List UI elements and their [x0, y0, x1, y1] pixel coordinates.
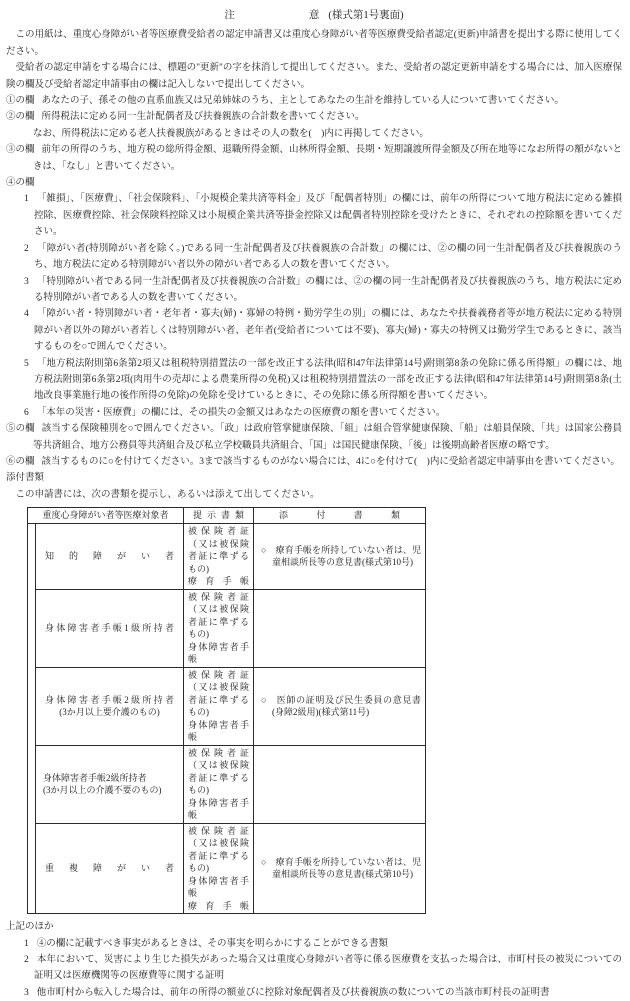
- column-4-item-2: [6, 241, 622, 274]
- note-column-2: [6, 109, 622, 125]
- attachments-intro: この申請書には、次の書類を提示し、あるいは添えて出してください。: [15, 489, 320, 500]
- note-column-6: [6, 454, 622, 470]
- title-chu: 注: [224, 10, 235, 21]
- item-text: 「本年の災害・医療費」の欄には、その損失の金額又はあなたの医療費の額を書いてください。: [36, 407, 446, 418]
- row-group-cell: [28, 524, 36, 914]
- item-text: 他市町村から転入した場合は、前年の所得の額並びに控除対象配偶者及び扶養親族の数についての当該市町村長の証明書: [36, 987, 550, 998]
- additional-section: [6, 919, 622, 1001]
- column-4-item-3: [6, 274, 622, 307]
- target-cell: 身体障害者手帳2級所持者 (3か月以上要介護のもの): [36, 667, 184, 745]
- target-cell: 身体障害者手帳2級所持者 (3か月以上の介護不要のもの): [36, 745, 184, 823]
- header-attachments: 添付書類: [254, 508, 426, 524]
- documents-cell: 被保険者証（又は被保険者証に準ずるもの) 身体障害者手帳: [184, 745, 254, 823]
- table-header-row: [28, 508, 426, 524]
- intro-paragraph-2: 受給者の認定申請をする場合には、標題の"更新"の字を抹消して提出してください。また、受給者の認定更新申請をする場合には、加入医療保険の欄及び受給者認定申請事由の欄は記入しないで提出してください。: [6, 63, 622, 90]
- column-4-item-4: [6, 306, 622, 355]
- page-title: [6, 8, 622, 24]
- table-row: [28, 745, 426, 823]
- table-row: [28, 823, 426, 914]
- item-number: 6: [24, 407, 29, 418]
- additional-item-3: [6, 985, 622, 1001]
- documents-cell: 被保険者証（又は被保険者証に準ずるもの) 療育手帳: [184, 524, 254, 590]
- target-cell: 身体障害者手帳1級所持者: [36, 589, 184, 667]
- item-number: 2: [24, 243, 29, 254]
- item-number: 3: [24, 276, 29, 287]
- intro-paragraph-1: この用紙は、重度心身障がい者等医療費受給者の認定申請書又は重度心身障がい者等医療費受給者認定(更新)申請書を提出する際に使用してください。: [6, 30, 622, 57]
- item-number: 1: [24, 938, 29, 949]
- additional-heading: 上記のほか: [6, 922, 54, 933]
- note-column-2-label: ②の欄: [6, 112, 35, 123]
- attachments-heading: 添付書類: [6, 473, 45, 484]
- attachments-table: [27, 507, 426, 914]
- target-cell: 知的障がい者: [36, 524, 184, 590]
- attachment-cell: ○ 療育手帳を所持していない者は、児童相談所長等の意見書(様式第10号): [254, 823, 426, 914]
- item-text: 「特別障がい者である同一生計配偶者及び扶養親族の合計数」の欄には、②の欄の同一生計配偶者及び扶養親族のうち、地方税法に定める特別障がい者である人の数を書いてください。: [34, 276, 622, 303]
- header-documents: 提示書類: [184, 508, 254, 524]
- item-text: 「雑損」、「医療費」、「社会保険料」、「小規模企業共済等料金」及び「配偶者特別」の欄には、前年の所得について地方税法に定める雑損控除、医療費控除、社会保険料控除又は小規模企業共済等掛金控除又は配偶者特別控除を受けたときに、それぞれの控除額を書いてください。: [34, 194, 622, 238]
- attachment-cell: [254, 589, 426, 667]
- note-column-4-label: ④の欄: [6, 178, 35, 189]
- note-column-1-text: あなたの子、孫その他の直系血族又は兄弟姉妹のうち、主としてあなたの生計を維持している人について書いてください。: [41, 96, 564, 107]
- table-row: [28, 667, 426, 745]
- item-text: 「障がい者・特別障がい者・老年者・寡夫(婦)・寡婦の特例・勤労学生の別」の欄には、あなたや扶養義務者等が地方税法に定める特別障がい者以外の障がい者若しくは特別障がい者、老年者(受給者については不要)、寡夫(婦)・寡夫の特例又は勤労学生であるときに、該当するものを○で囲んでください。: [34, 309, 622, 353]
- documents-cell: 被保険者証（又は被保険者証に準ずるもの) 身体障害者手帳: [184, 589, 254, 667]
- documents-cell: 被保険者証（又は被保険者証に準ずるもの) 身体障害者手帳 療育手帳: [184, 823, 254, 914]
- note-column-3-label: ③の欄: [6, 145, 35, 156]
- table-row: [28, 589, 426, 667]
- note-column-2-text: 所得税法に定める同一生計配偶者及び扶養親族の合計数を書いてください。: [41, 112, 365, 123]
- note-column-5-label: ⑤の欄: [6, 424, 35, 435]
- item-text: 「障がい者(特別障がい者を除く。)である同一生計配偶者及び扶養親族の合計数」の欄には、②の欄の同一生計配偶者及び扶養親族のうち、地方税法に定める特別障がい者以外の障がい者である人の数を書いてください。: [34, 243, 622, 271]
- table-row: [28, 524, 426, 590]
- item-number: 5: [24, 358, 29, 369]
- note-column-5-text: 該当する保険種別を○で囲んでください。「政」は政府管掌健康保険、「組」は組合管掌健康保険、「船」は船員保険、「共」は国家公務員等共済組合、地方公務員等共済組合及び私立学校職員共済組合、「国」は国民健康保険、「後」は後期高齢者医療の略です。: [33, 424, 622, 451]
- note-column-1-label: ①の欄: [6, 96, 35, 107]
- target-cell: 重複障がい者: [36, 823, 184, 914]
- note-column-2-subnote: なお、所得税法に定める老人扶養親族があるときはその人の数を( )内に再掲してください。: [33, 128, 429, 139]
- column-4-item-6: [6, 405, 622, 421]
- item-text: 「地方税法附則第6条第2項又は租税特別措置法の一部を改正する法律(昭和47年法律第14号)附則第8条の免除に係る所得額」の欄には、地方税法附則第6条第2項(肉用牛の売却による農業所得の免税)又は租税特別措置法の一部を改正する法律(昭和47年法律第14号)附則第8条(土地改良事業施行地の後作所得の免除)の免除を受けているときに、その免除に係る所得額を書いてください。: [34, 358, 622, 402]
- item-number: 4: [24, 309, 29, 320]
- attachment-cell: ○ 療育手帳を所持していない者は、児童相談所長等の意見書(様式第10号): [254, 524, 426, 590]
- note-column-6-label: ⑥の欄: [6, 456, 35, 467]
- item-text: ④の欄に記載すべき事実があるときは、その事実を明らかにすることができる書類: [36, 938, 389, 949]
- item-number: 2: [24, 955, 29, 965]
- attachment-cell: ○ 医師の証明及び民生委員の意見書(身障2級用)(様式第11号): [254, 667, 426, 745]
- header-target: 重度心身障がい者等医療対象者: [28, 508, 184, 524]
- column-4-item-1: [6, 191, 622, 240]
- additional-item-1: [6, 936, 622, 952]
- item-number: 1: [24, 194, 29, 205]
- note-column-5: [6, 421, 622, 454]
- documents-cell: 被保険者証（又は被保険者証に準ずるもの) 身体障害者手帳: [184, 667, 254, 745]
- note-column-6-text: 該当するものに○を付けてください。3まで該当するものがない場合には、4に○を付けて( )内に受給者認定申請事由を書いてください。: [41, 456, 620, 467]
- attachment-cell: [254, 745, 426, 823]
- form-reference: (様式第1号裏面): [328, 10, 404, 21]
- note-column-3-text: 前年の所得のうち、地方税の総所得金額、退職所得金額、山林所得金額、長期・短期譲渡所得金額及び所在地等になお所得の額がないときは、「なし」と書いてください。: [33, 145, 622, 172]
- additional-item-2: [6, 952, 622, 985]
- note-column-1: [6, 93, 622, 109]
- item-text: 本年において、災害により生じた損失があった場合又は重度心身障がい者等に係る医療費を支払った場合は、市町村長の被災についての証明又は医療機関等の医療費等に関する証明: [34, 955, 622, 982]
- note-column-3: [6, 142, 622, 175]
- item-number: 3: [24, 987, 29, 998]
- column-4-item-5: [6, 356, 622, 405]
- title-i: 意: [308, 10, 320, 21]
